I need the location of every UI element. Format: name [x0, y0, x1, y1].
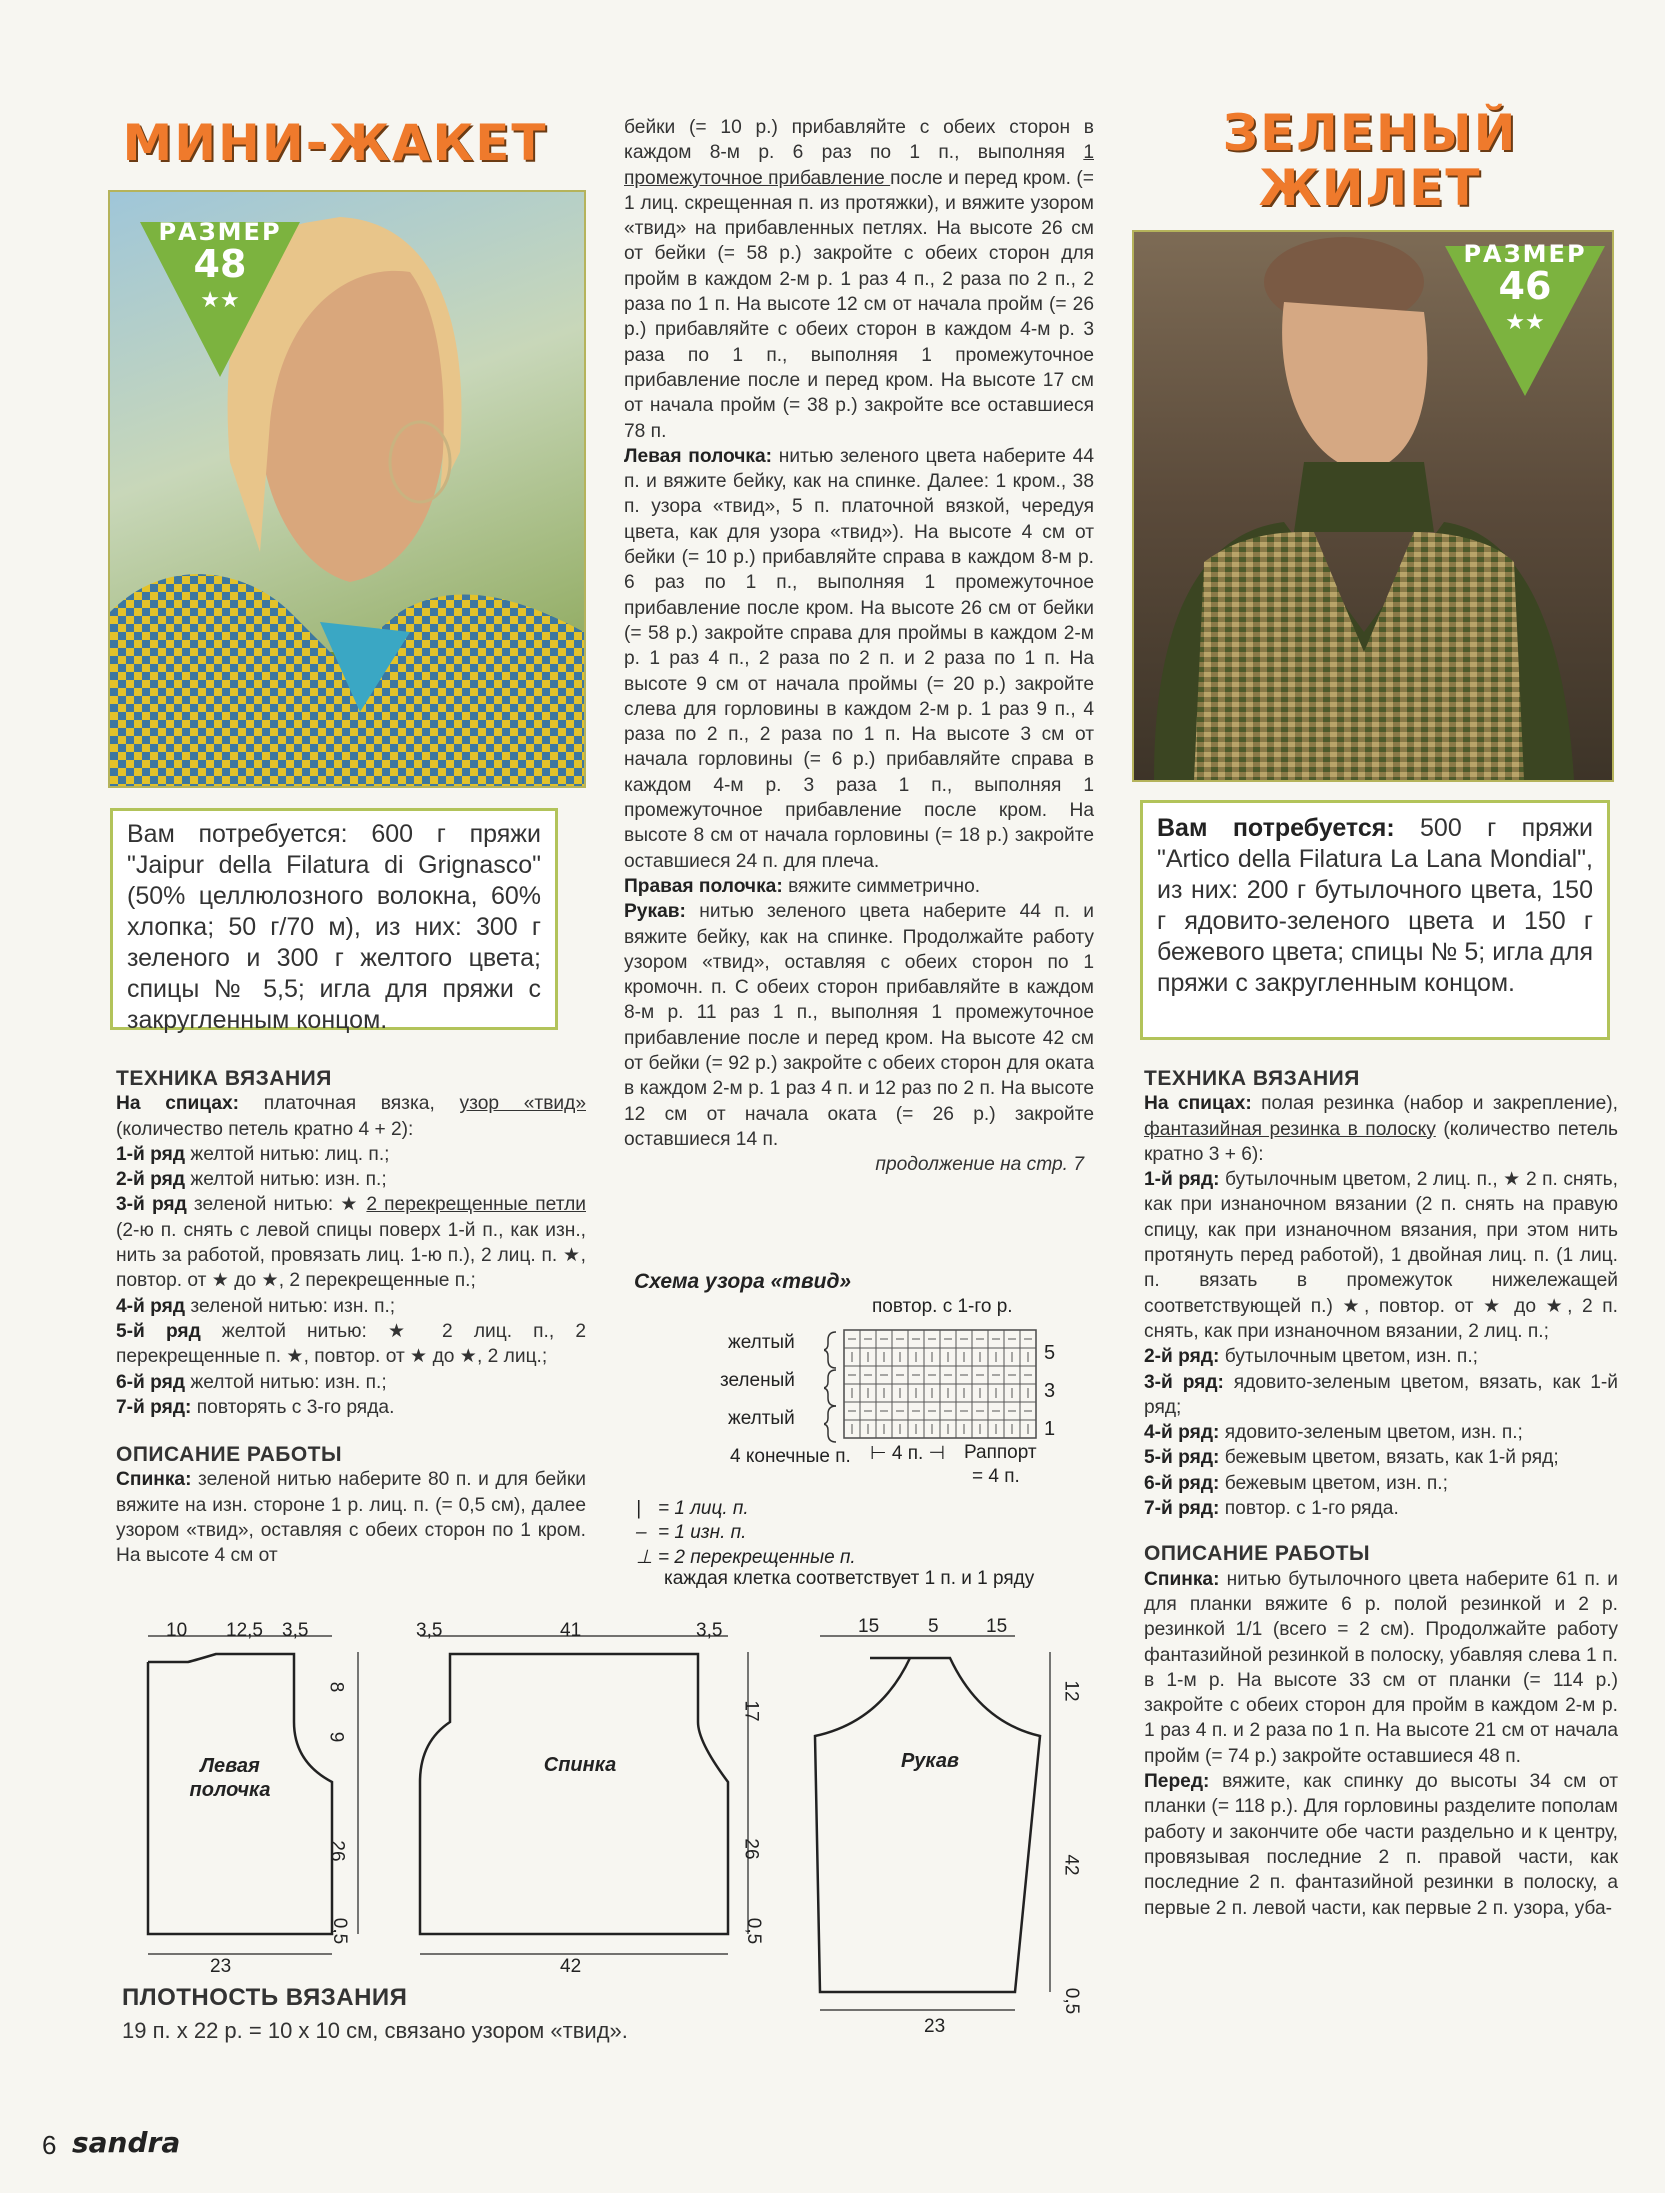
sleeve-side-42: 42: [1060, 1854, 1082, 1876]
scheme-four-stitches: ⊢ 4 п. ⊣: [870, 1443, 946, 1464]
scheme-row-num-1: 1: [1044, 1418, 1056, 1440]
rich-paragraph: 3-й ряд зеленой нитью: ★ 2 перекрещенные петли (2-ю п. снять с левой спицы поверх 1-й п., как изн., нить за работой, провязать лиц. 1-ю п.), 2 лиц. п. ★, повтор. от ★ до ★, 2 перекрещенные п.;: [116, 1194, 586, 1292]
rich-paragraph: Спинка: нитью бутылочного цвета наберите 61 п. и для планки вяжите 6 р. полой резинкой и 2 р. резинкой 1/1 (всего = 2 см). Продолжайте работу фантазийной резинкой в полоску, убавляя слева 1 п. в 1-м р. На высоте 33 см от планки (= 114 р.) закройте с обеих сторон для пройм в каждом 2-м р. 1 раз 4 п. и 2 раза по 1 п. На высоте 21 см от начала пройм (= 74 р.) закройте оставшиеся 48 п.: [1144, 1568, 1618, 1767]
size-badge-label: РАЗМЕР: [158, 218, 282, 246]
back-top-3-5-left: 3,5: [416, 1620, 443, 1641]
left-front-side-8: 8: [325, 1681, 347, 1693]
right-materials-box: [1140, 800, 1610, 1040]
sleeve-top-15-right: 15: [986, 1616, 1008, 1637]
scheme-row-num-3: 3: [1044, 1380, 1056, 1402]
right-materials-text: Вам потребуется: 500 г пряжи "Artico della Filatura La Lana Mondial", из них: 200 г бутылочного цвета, 150 г ядовито-зеленого цвета и 150 г бежевого цвета; спицы № 5; игла для пряжи с закругленным концом.: [1157, 814, 1593, 997]
back-top-41: 41: [560, 1620, 582, 1641]
density-heading: ПЛОТНОСТЬ ВЯЗАНИЯ: [122, 1984, 408, 2011]
purl-symbol: –: [636, 1522, 647, 1543]
left-technique-heading: ТЕХНИКА ВЯЗАНИЯ: [116, 1067, 332, 1090]
rich-paragraph: 4-й ряд: ядовито-зеленым цветом, изн. п.;: [1144, 1422, 1523, 1444]
size-badge-number: 48: [193, 242, 247, 286]
back-side-17: 17: [740, 1700, 762, 1722]
sleeve-side-12: 12: [1060, 1680, 1082, 1702]
size-badge-label: РАЗМЕР: [1463, 240, 1587, 268]
density-text: 19 п. х 22 р. = 10 х 10 см, связано узором «твид».: [122, 2018, 628, 2043]
left-work-heading: ОПИСАНИЕ РАБОТЫ: [116, 1443, 343, 1467]
left-front-top-3-5: 3,5: [282, 1620, 309, 1641]
rich-paragraph: Левая полочка: нитью зеленого цвета наберите 44 п. и вяжите бейку, как на спинке. Далее: 1 кром., 38 п. узора «твид», 5 п. платочной вязкой, чередуя цвета, как для узора «твид»). На высоте 4 см от бейки (= 10 р.) прибавляйте справа в каждом 8-м р. 6 раз по 1 п., выполняя 1 промежуточное прибавление после кром. На высоте 26 см от бейки (= 58 р.) закройте справа для проймы в каждом 2-м р. 1 раз 4 п., 2 раза по 2 п. и 2 раза по 1 п. На высоте 9 см от начала проймы (= 20 р.) закройте слева для горловины в каждом 2-м р. 1 раз 9 п., 4 раза по 2 п., 2 раза по 1 п. На высоте 3 см от начала горловины (= 6 р.) прибавляйте справа в каждом 4-м р. 3 раза 1 п., выполняя 1 промежуточное прибавление после кром. На высоте 8 см от начала горловины (= 18 р.) закройте оставшиеся 24 п. для плеча.: [624, 445, 1094, 872]
scheme-rapport: Раппорт: [964, 1442, 1037, 1463]
sleeve-side-0-5: 0,5: [1061, 1987, 1083, 2015]
scheme-row-label-2: зеленый: [720, 1370, 795, 1391]
size-badge-number: 46: [1498, 264, 1552, 308]
left-front-top-12-5: 12,5: [226, 1620, 263, 1641]
back-bottom-42: 42: [560, 1956, 582, 1977]
continued-note: продолжение на стр. 7: [875, 1154, 1084, 1176]
scheme-row-num-5: 5: [1044, 1342, 1056, 1364]
legend-note: каждая клетка соответствует 1 п. и 1 ряду: [664, 1568, 1035, 1589]
pattern-diagrams: [120, 1612, 1120, 2042]
rich-paragraph: 2-й ряд желтой нитью: изн. п.;: [116, 1169, 387, 1191]
rich-paragraph: На спицах: полая резинка (набор и закрепление), фантазийная резинка в полоску (количество петель кратно 3 + 6):: [1144, 1093, 1618, 1165]
legend-knit: | = 1 лиц. п.: [636, 1498, 749, 1519]
rich-paragraph: 7-й ряд: повтор. с 1-го ряда.: [1144, 1498, 1399, 1520]
rich-paragraph: 7-й ряд: повторять с 3-го ряда.: [116, 1396, 395, 1418]
scheme-edge-stitches: 4 конечные п.: [730, 1446, 851, 1467]
rich-paragraph: Правая полочка: вяжите симметрично.: [624, 875, 981, 897]
back-outline: [420, 1654, 728, 1934]
left-title: МИНИ-ЖАКЕТ: [122, 114, 548, 172]
rich-paragraph: Перед: вяжите, как спинку до высоты 34 см от планки (= 118 р.). Для горловины разделите пополам работу и закончите обе части раздельно и к центру, провязывая последние 2 п. правой части, как последние 2 п. фантазийной резинки в полоску, а первые 2 п. левой части, как первые 2 п. узора, уба-: [1144, 1771, 1618, 1919]
left-front-top-10: 10: [166, 1620, 188, 1641]
scheme-row-label-3: желтый: [728, 1408, 795, 1429]
legend-crossed: ⊥ = 2 перекрещенные п.: [636, 1547, 856, 1568]
left-work-text: [116, 1467, 586, 1568]
right-title-line1: ЗЕЛЕНЫЙ: [1222, 104, 1518, 162]
size-badge-stars: ★★: [200, 288, 240, 313]
scheme-rapport-value: = 4 п.: [972, 1466, 1020, 1487]
rich-paragraph: 1-й ряд: бутылочным цветом, 2 лиц. п., ★ 2 п. снять, как при изнаночном вязании (2 п. снять на правую спицу, как при изнаночном вязания, при этом нить протянуть перед работой), 1 двойная лиц. п. (1 лиц. п. вязать в промежуток нижележащей соответствующей п.) ★, повтор. от ★ до ★, 2 п. снять, как при изнаночном вязании, 2 лиц. п.;: [1144, 1169, 1619, 1342]
sleeve-outline: [815, 1658, 1040, 1992]
back-side-26: 26: [740, 1838, 762, 1860]
right-technique-list: [1144, 1091, 1618, 1521]
left-front-side-9: 9: [325, 1731, 347, 1743]
right-technique-heading: ТЕХНИКА ВЯЗАНИЯ: [1144, 1067, 1360, 1090]
right-text-column: [1144, 1048, 1618, 1921]
right-work-text: [1144, 1567, 1618, 1921]
left-technique-list: [116, 1091, 586, 1420]
tweed-scheme: [624, 1270, 1104, 1589]
rich-paragraph: бейки (= 10 р.) прибавляйте с обеих сторон в каждом 8-м р. 6 раз по 1 п., выполняя 1 промежуточное прибавление после и перед кром. (= 1 лиц. скрещенная п. из протяжки), и вяжите узором «твид» на прибавленных петлях. На высоте 26 см от бейки (= 58 р.) закройте с обеих сторон для пройм в каждом 2-м р. 1 раз 4 п., 2 раза по 2 п., 2 раза по 1 п. На высоте 12 см от начала пройм (= 26 р.) прибавляйте с обеих сторон в каждом 4-м р. 3 раза по 1 п., выполняя 1 промежуточное прибавление после и перед кром. На высоте 17 см от начала пройм (= 38 р.) закройте все оставшиеся 78 п.: [624, 117, 1094, 442]
crossed-symbol: ⊥: [636, 1547, 653, 1568]
middle-paragraphs: [624, 115, 1094, 1152]
left-work-label: Спинка:: [116, 1469, 192, 1491]
rich-paragraph: 3-й ряд: ядовито-зеленым цветом, вязать, как 1-й ряд;: [1144, 1371, 1618, 1418]
back-side-0-5: 0,5: [743, 1917, 765, 1945]
rich-paragraph: 1-й ряд желтой нитью: лиц. п.;: [116, 1143, 390, 1165]
left-front-bottom-23: 23: [210, 1956, 232, 1977]
rich-paragraph: 5-й ряд желтой нитью: ★ 2 лиц. п., 2 перекрещенные п. ★, повтор. от ★ до ★, 2 лиц.;: [116, 1320, 587, 1368]
rich-paragraph: Рукав: нитью зеленого цвета наберите 44 п. и вяжите бейку, как на спинке. Продолжайте работу узором «твид», оставляя с обеих сторон по 1 кромочн. п. С обеих сторон прибавляйте в каждом 8-м р. 11 раз 1 п., выполняя 1 промежуточное прибавление после и перед кром. На высоте 42 см от бейки (= 92 р.) закройте с обеих сторон для оката в каждом 2-м р. 1 раз 4 п. и 12 раз по 2 п. На высоте 12 см от начала оката (= 26 р.) закройте оставшиеся 14 п.: [624, 901, 1094, 1150]
scheme-grid: [824, 1326, 1044, 1446]
left-work-body: зеленой нитью наберите 80 п. и для бейки вяжите на изн. стороне 1 р. лиц. п. (= 0,5 см), далее узором «твид», оставляя с обеих сторон по 1 кром. На высоте 4 см от: [116, 1469, 586, 1567]
right-materials-label: Вам потребуется:: [1157, 814, 1395, 842]
back-top-3-5-right: 3,5: [696, 1620, 723, 1641]
sleeve-top-5: 5: [928, 1616, 939, 1637]
legend-purl: – = 1 изн. п.: [636, 1522, 747, 1543]
left-front-side-0-5: 0,5: [329, 1917, 351, 1945]
rich-paragraph: 5-й ряд: бежевым цветом, вязать, как 1-й ряд;: [1144, 1447, 1559, 1469]
rich-paragraph: 2-й ряд: бутылочным цветом, изн. п.;: [1144, 1346, 1478, 1368]
scheme-title: Схема узора «твид»: [634, 1270, 852, 1293]
left-materials-text: Вам потребуется: 600 г пряжи "Jaipur della Filatura di Grignasco" (50% целлюлозного волокна, 60% хлопка; 50 г/70 м), из них: 300 г зеленого и 300 г желтого цвета; спицы № 5,5; игла для пряжи с закругленным концом.: [127, 820, 541, 1034]
back-label: Спинка: [543, 1754, 617, 1776]
brand-logo: sandra: [72, 2126, 181, 2159]
knit-symbol: |: [636, 1498, 641, 1519]
left-materials-box: [110, 808, 558, 1034]
left-front-label: Левая полочка: [189, 1755, 271, 1801]
page-number: 6: [42, 2130, 57, 2160]
rich-paragraph: На спицах: платочная вязка, узор «твид» (количество петель кратно 4 + 2):: [116, 1093, 586, 1140]
right-work-heading: ОПИСАНИЕ РАБОТЫ: [1144, 1542, 1371, 1566]
rich-paragraph: 4-й ряд зеленой нитью: изн. п.;: [116, 1295, 396, 1317]
left-front-side-26: 26: [326, 1840, 348, 1862]
size-badge-stars: ★★: [1505, 310, 1545, 335]
rich-paragraph: 6-й ряд желтой нитью: изн. п.;: [116, 1371, 387, 1393]
left-text-column: [116, 1048, 586, 1569]
sleeve-bottom-23: 23: [924, 2016, 946, 2037]
sleeve-top-15-left: 15: [858, 1616, 880, 1637]
sleeve-label: Рукав: [900, 1750, 960, 1772]
middle-text-column: [624, 115, 1094, 1177]
size-badge-48: [140, 212, 300, 377]
scheme-row-label-1: желтый: [728, 1332, 795, 1353]
size-badge-46: [1445, 236, 1605, 396]
scheme-repeat: повтор. с 1-го р.: [872, 1296, 1013, 1317]
rich-paragraph: 6-й ряд: бежевым цветом, изн. п.;: [1144, 1472, 1448, 1494]
right-title-line2: ЖИЛЕТ: [1258, 159, 1482, 217]
